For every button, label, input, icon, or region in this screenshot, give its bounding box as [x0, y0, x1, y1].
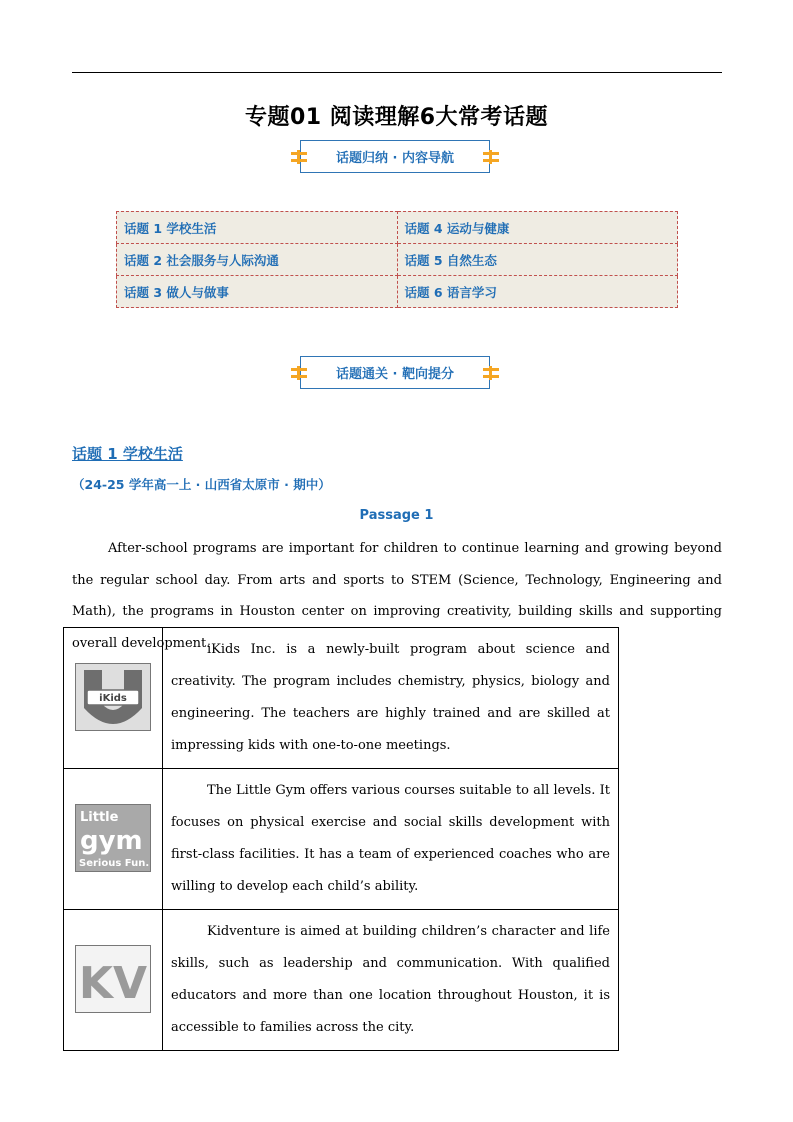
topic-row	[117, 212, 678, 244]
topic-grid	[116, 211, 678, 308]
nav-banner	[300, 140, 490, 173]
table-row	[64, 910, 619, 1051]
topic-item: 话题 4 运动与健康	[397, 212, 678, 244]
topic-item: 话题 3 做人与做事	[117, 276, 398, 308]
little-gym-logo-icon	[75, 804, 151, 872]
topic-item: 话题 2 社会服务与人际沟通	[117, 244, 398, 276]
program-description: The Little Gym offers various courses suitable to all levels. It focuses on physical exercise and social skills development with first-class facilities. It has a team of experienced coaches who are willing to develop each child’s ability.	[163, 769, 619, 910]
topic-row	[117, 244, 678, 276]
topic-item: 话题 5 自然生态	[397, 244, 678, 276]
topic-item: 话题 1 学校生活	[117, 212, 398, 244]
practice-banner-label: 话题通关 · 靶向提分	[336, 367, 454, 382]
logo-cell	[64, 769, 163, 910]
program-description: Kidventure is aimed at building children’s character and life skills, such as leadership and communication. With qualified educators and more than one location throughout Houston, it is accessible to families across the city.	[163, 910, 619, 1051]
svg-text:Little: Little	[80, 809, 119, 825]
banner-ornament-icon	[483, 150, 499, 164]
logo-cell	[64, 910, 163, 1051]
exam-source: （24-25 学年高一上 · 山西省太原市 · 期中）	[72, 477, 331, 492]
topic-row	[117, 276, 678, 308]
svg-text:KV: KV	[78, 957, 148, 1009]
header-rule	[72, 72, 722, 73]
svg-text:iKids: iKids	[99, 692, 127, 704]
practice-banner	[300, 356, 490, 389]
svg-text:gym: gym	[80, 825, 143, 856]
topic-item: 话题 6 语言学习	[397, 276, 678, 308]
logo-cell	[64, 628, 163, 769]
banner-ornament-icon	[291, 366, 307, 380]
banner-ornament-icon	[291, 150, 307, 164]
banner-ornament-icon	[483, 366, 499, 380]
svg-text:Serious Fun.: Serious Fun.	[79, 857, 150, 869]
kidventure-logo-icon	[75, 945, 151, 1013]
intro-paragraph: After-school programs are important for children to continue learning and growing beyond the regular school day. From arts and sports to STEM (Science, Technology, Engineering and Math), the programs in Houston center on improving creativity, building skills and supporting overall development.	[72, 541, 722, 651]
passage-label: Passage 1	[359, 508, 434, 523]
section-heading: 话题 1 学校生活	[72, 445, 183, 463]
table-row	[64, 628, 619, 769]
ikids-logo-icon	[75, 663, 151, 731]
page-title: 专题01 阅读理解6大常考话题	[244, 105, 549, 130]
table-row	[64, 769, 619, 910]
programs-table	[63, 627, 619, 1051]
nav-banner-label: 话题归纳 · 内容导航	[336, 151, 454, 166]
program-description: iKids Inc. is a newly-built program about science and creativity. The program includes chemistry, physics, biology and engineering. The teachers are highly trained and are skilled at impressing kids with one-to-one meetings.	[163, 628, 619, 769]
